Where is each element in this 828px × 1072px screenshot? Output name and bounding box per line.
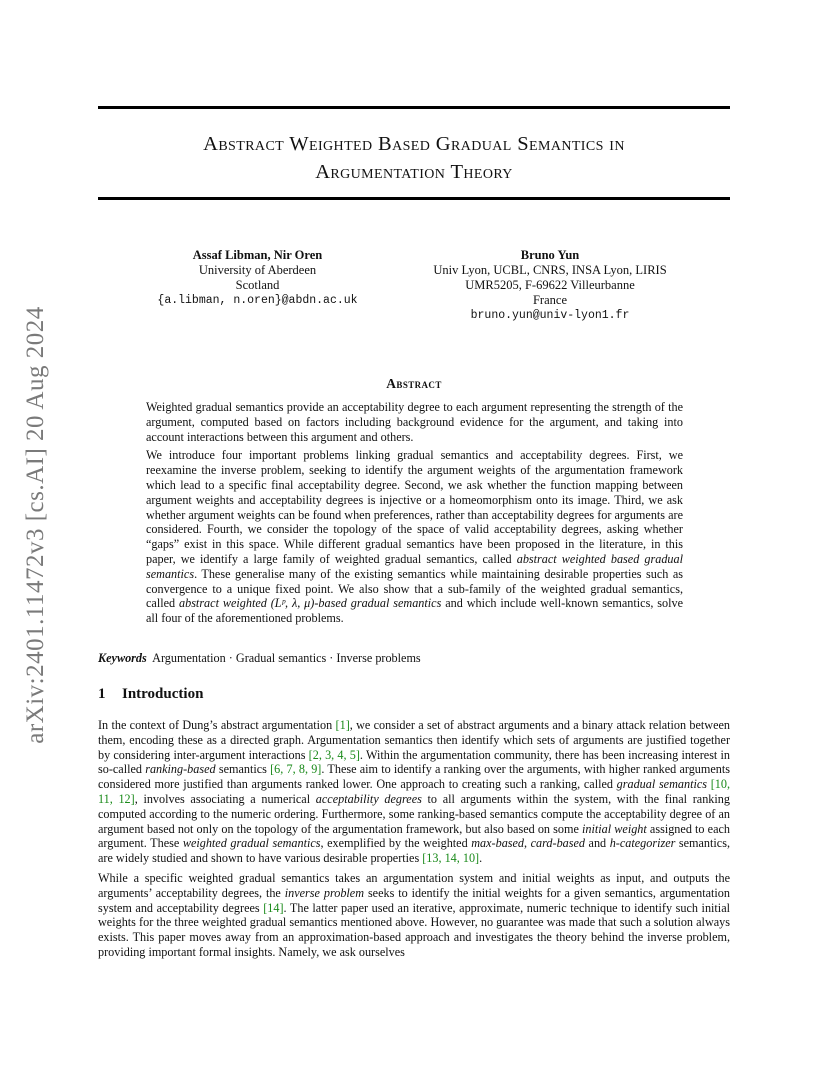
body-emphasis: gradual semantics	[616, 777, 708, 792]
body-text: , exemplified by the weighted	[320, 836, 472, 851]
body-emphasis: card-based	[530, 836, 586, 851]
title-line-1: Abstract Weighted Based Gradual Semantics in	[203, 133, 625, 155]
body-text: In the context of Dung’s abstract argumentation	[98, 718, 336, 732]
citation-link[interactable]: [2, 3, 4, 5]	[308, 747, 360, 762]
body-text: assigned to each argument. These	[98, 821, 730, 851]
abstract-emphasis: abstract weighted based gradual semantics	[146, 551, 683, 581]
keywords-label: Keywords	[98, 651, 147, 665]
citation-link[interactable]: [14]	[263, 900, 284, 915]
arxiv-identifier: arXiv:2401.11472v3 [cs.AI] 20 Aug 2024	[22, 306, 49, 744]
abstract-text: and which include well-known semantics, solve all four of the aforementioned problems.	[146, 596, 683, 626]
body-text: semantics, are widely studied and shown to have various desirable properties	[98, 836, 731, 866]
author-affiliation-line: Univ Lyon, UCBL, CNRS, INSA Lyon, LIRIS	[433, 263, 667, 277]
body-text: . These aim to identify a ranking over the arguments, with higher ranked arguments considered more justified than arguments ranked lower. One approach to creating such a ranking, called	[98, 762, 730, 792]
author-affiliation-line: France	[532, 293, 567, 307]
citation-link[interactable]: [6, 7, 8, 9]	[270, 762, 322, 777]
arxiv-side-stamp	[22, 290, 50, 760]
introduction-body	[98, 718, 730, 965]
body-text: While a specific weighted gradual semantics takes an argumentation system and initial weights as input, and outputs the arguments’ acceptability degrees, the	[98, 870, 730, 900]
body-emphasis: ranking-based	[145, 762, 216, 777]
body-emphasis: acceptability degrees	[315, 791, 422, 806]
section-number: 1	[98, 686, 106, 702]
body-text: and	[585, 836, 610, 851]
keywords-line	[98, 651, 730, 666]
abstract-text: We introduce four important problems linking gradual semantics and acceptability degrees. First, we reexamine the inverse problem, seeking to identify the argument weights of the argumentation framework which lead to a specific final acceptability degree. Second, we ask whether the function mapping between argument weights and acceptability degrees is injective or a homeomorphism onto its image. Third, we ask whether argument weights can be found when preferences, rather than acceptability degrees for arguments are considered. Fourth, we consider the topology of the space of valid acceptability degrees, asking whether “gaps” exist in this space. While different gradual semantics have been proposed in the literature, in this paper, we identify a large family of weighted gradual semantics, called	[146, 448, 683, 566]
keywords-list: Argumentation · Gradual semantics · Inverse problems	[152, 651, 421, 665]
body-emphasis: weighted gradual semantics	[182, 836, 321, 851]
citation-link[interactable]: [10, 11, 12]	[98, 777, 730, 806]
author-names: Assaf Libman, Nir Oren	[192, 248, 323, 262]
intro-paragraph-1	[98, 718, 730, 866]
abstract-body	[146, 400, 683, 630]
citation-link[interactable]: [1]	[335, 718, 350, 732]
body-text: to all arguments within the system, with the final ranking computed according to the numeric ordering. Furthermore, some ranking-based semantics compute the acceptability degree of an argument based not only on the topology of the argumentation framework, but also based on some	[98, 791, 730, 836]
body-emphasis: max-based	[471, 836, 525, 851]
body-text: . Within the argumentation community, there has been increasing interest in so-called	[98, 747, 730, 777]
section-title: Introduction	[122, 686, 204, 702]
abstract-paragraph-1: Weighted gradual semantics provide an acceptability degree to each argument representing the strength of the argument, computed based on factors including background evidence for the argument, and taking into account interactions between this argument and others.	[146, 400, 683, 444]
author-affiliation-line: Scotland	[235, 278, 280, 292]
body-emphasis: h-categorizer	[609, 836, 676, 851]
body-text: , we consider a set of abstract arguments and a binary attack relation between them, encoding these as a directed graph. Argumentation semantics then identify which sets of arguments are justified together by considering inter-argument interactions	[98, 718, 730, 762]
title-top-rule	[98, 106, 730, 109]
body-text: . The latter paper used an iterative, approximate, numeric technique to identify such initial weights for the three weighted gradual semantics mentioned above. However, no guarantee was made that such a solution always exists. This paper moves away from an approximation-based approach and investigates the theory behind the inverse problem, providing important formal insights. Namely, we ask ourselves	[98, 900, 730, 959]
intro-paragraph-2	[98, 871, 730, 960]
body-text: seeks to identify the initial weights for a given semantics, argumentation system and acceptability degrees	[98, 885, 730, 915]
author-email: bruno.yun@univ-lyon1.fr	[470, 309, 630, 322]
body-emphasis: initial weight	[582, 821, 647, 836]
author-affiliation-line: UMR5205, F-69622 Villeurbanne	[465, 278, 635, 292]
author-block-1	[150, 248, 365, 308]
author-names: Bruno Yun	[520, 248, 580, 262]
title-line-2: Argumentation Theory	[315, 161, 513, 183]
author-block-2	[405, 248, 695, 323]
body-text: ,	[524, 836, 531, 851]
abstract-paragraph-2	[146, 448, 683, 626]
body-emphasis: inverse problem	[284, 885, 365, 900]
author-email: {a.libman, n.oren}@abdn.ac.uk	[157, 294, 358, 307]
body-text: , involves associating a numerical	[134, 791, 316, 806]
body-text: .	[479, 851, 483, 866]
author-affiliation-line: University of Aberdeen	[198, 263, 317, 277]
body-text: semantics	[215, 762, 271, 777]
section-heading-introduction	[98, 686, 203, 703]
abstract-heading: Abstract	[386, 376, 442, 391]
paper-title	[98, 130, 730, 186]
abstract-emphasis: abstract weighted (Lᵖ, λ, μ)-based gradual semantics	[179, 596, 442, 611]
title-bottom-rule	[98, 197, 730, 200]
citation-link[interactable]: [13, 14, 10]	[422, 851, 480, 866]
abstract-text: . These generalise many of the existing semantics while maintaining desirable properties such as convergence to a unique fixed point. We also show that a sub-family of the weighted gradual semantics, called	[146, 566, 683, 611]
